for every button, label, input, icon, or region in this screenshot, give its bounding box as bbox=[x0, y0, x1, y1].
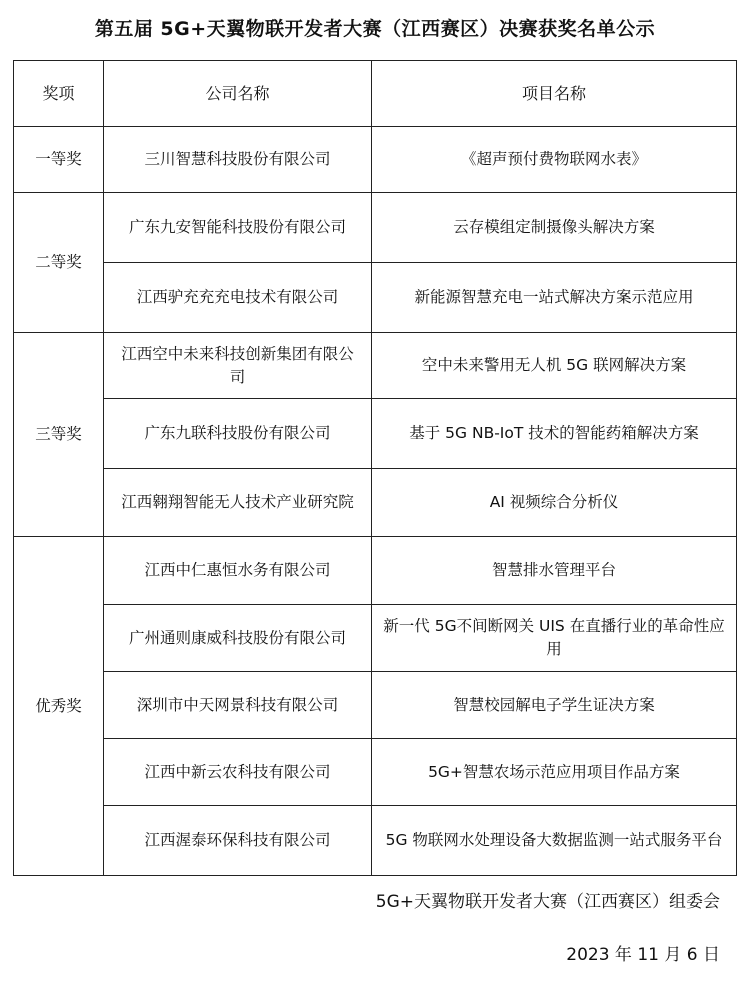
project-cell: 《超声预付费物联网水表》 bbox=[372, 127, 737, 193]
table-row bbox=[14, 399, 737, 469]
project-cell: 5G+智慧农场示范应用项目作品方案 bbox=[372, 739, 737, 806]
award-table bbox=[13, 60, 737, 876]
document-title: 第五届 5G+天翼物联开发者大赛（江西赛区）决赛获奖名单公示 bbox=[94, 18, 656, 40]
header-project: 项目名称 bbox=[372, 61, 737, 127]
project-cell: 智慧校园解电子学生证决方案 bbox=[372, 672, 737, 739]
company-cell: 三川智慧科技股份有限公司 bbox=[104, 127, 372, 193]
table-row bbox=[14, 537, 737, 605]
project-cell: 新一代 5G不间断网关 UIS 在直播行业的革命性应用 bbox=[372, 605, 737, 672]
company-cell: 深圳市中天网景科技有限公司 bbox=[104, 672, 372, 739]
company-cell: 江西驴充充充电技术有限公司 bbox=[104, 263, 372, 333]
table-row bbox=[14, 806, 737, 876]
company-cell: 广东九联科技股份有限公司 bbox=[104, 399, 372, 469]
table-row bbox=[14, 193, 737, 263]
organizer-signature: 5G+天翼物联开发者大赛（江西赛区）组委会 bbox=[375, 892, 720, 912]
table-header-row bbox=[14, 61, 737, 127]
project-cell: 新能源智慧充电一站式解决方案示范应用 bbox=[372, 263, 737, 333]
project-cell: 云存模组定制摄像头解决方案 bbox=[372, 193, 737, 263]
project-cell: 智慧排水管理平台 bbox=[372, 537, 737, 605]
header-company: 公司名称 bbox=[104, 61, 372, 127]
table-row bbox=[14, 605, 737, 672]
table-row bbox=[14, 333, 737, 399]
header-award: 奖项 bbox=[14, 61, 104, 127]
project-cell: 基于 5G NB-IoT 技术的智能药箱解决方案 bbox=[372, 399, 737, 469]
company-cell: 广东九安智能科技股份有限公司 bbox=[104, 193, 372, 263]
award-cell-third: 三等奖 bbox=[14, 333, 104, 537]
project-cell: 空中未来警用无人机 5G 联网解决方案 bbox=[372, 333, 737, 399]
table-row bbox=[14, 127, 737, 193]
company-cell: 江西中仁惠恒水务有限公司 bbox=[104, 537, 372, 605]
award-cell-excellent: 优秀奖 bbox=[14, 537, 104, 876]
project-cell: 5G 物联网水处理设备大数据监测一站式服务平台 bbox=[372, 806, 737, 876]
table-row bbox=[14, 739, 737, 806]
award-cell-first: 一等奖 bbox=[14, 127, 104, 193]
company-cell: 江西渥泰环保科技有限公司 bbox=[104, 806, 372, 876]
company-cell: 广州通则康威科技股份有限公司 bbox=[104, 605, 372, 672]
company-cell: 江西中新云农科技有限公司 bbox=[104, 739, 372, 806]
award-cell-second: 二等奖 bbox=[14, 193, 104, 333]
table-row bbox=[14, 672, 737, 739]
company-cell: 江西翱翔智能无人技术产业研究院 bbox=[104, 469, 372, 537]
publish-date: 2023 年 11 月 6 日 bbox=[566, 945, 720, 965]
company-cell: 江西空中未来科技创新集团有限公司 bbox=[104, 333, 372, 399]
table-row bbox=[14, 263, 737, 333]
project-cell: AI 视频综合分析仪 bbox=[372, 469, 737, 537]
table-row bbox=[14, 469, 737, 537]
